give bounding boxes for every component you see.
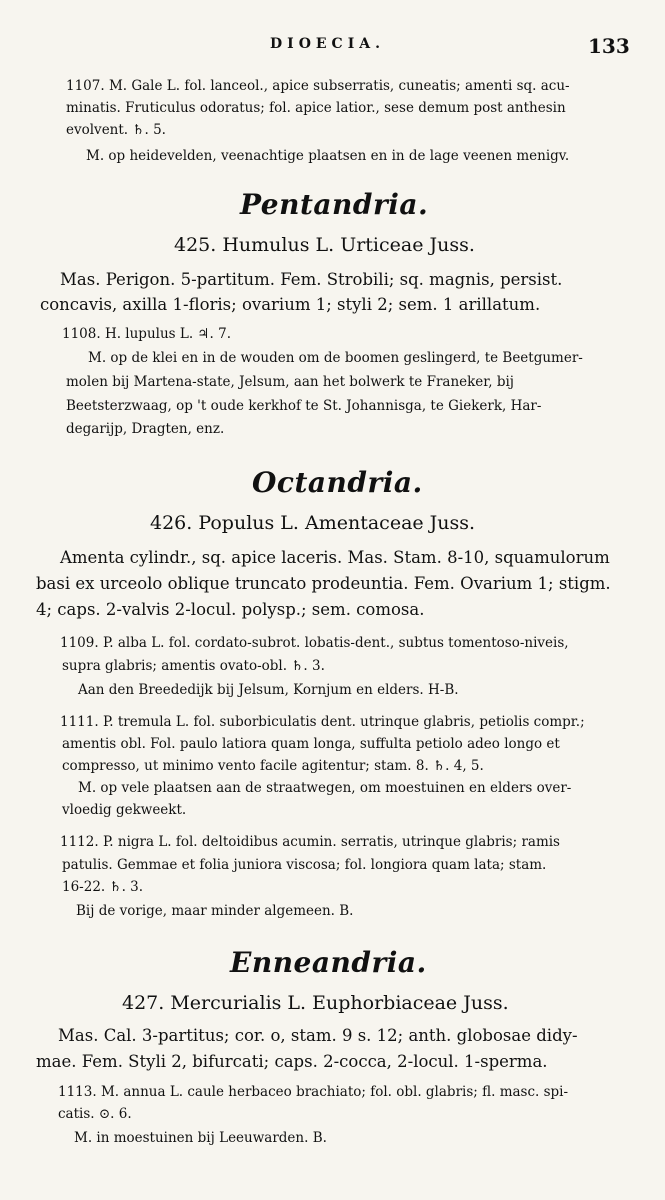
entry-1111-line-3: compresso, ut minimo vento facile agitentur; stam. 8. ♄. 4, 5. [62, 758, 484, 774]
genus-425-heading: 425. Humulus L. Urticeae Juss. [174, 234, 475, 256]
entry-1112-locality: Bij de vorige, maar minder algemeen. B. [76, 903, 354, 919]
entry-1111-line-2: amentis obl. Fol. paulo latiora quam longa, suffulta petiolo adeo longo et [62, 736, 560, 752]
genus-427-heading: 427. Mercurialis L. Euphorbiaceae Juss. [122, 992, 509, 1014]
entry-1112-line-3: 16-22. ♄. 3. [62, 879, 144, 895]
entry-1108-line-1: 1108. H. lupulus L. ♃. 7. [62, 326, 231, 342]
entry-1112-line-2: patulis. Gemmae et folia juniora viscosa; fol. longiora quam lata; stam. [62, 857, 547, 873]
entry-1107-line-3: evolvent. ♄. 5. [66, 122, 166, 138]
entry-1108-line-3: molen bij Martena-state, Jelsum, aan het bolwerk te Franeker, bij [66, 374, 514, 390]
entry-1108-line-2: M. op de klei en in de wouden om de boomen geslingerd, te Beetgumer- [88, 350, 583, 366]
entry-1109-line-2: supra glabris; amentis ovato-obl. ♄. 3. [62, 658, 325, 674]
genus-425-line-2: concavis, axilla 1-floris; ovarium 1; styli 2; sem. 1 arillatum. [40, 295, 541, 314]
entry-1107-line-1: 1107. M. Gale L. fol. lanceol., apice subserratis, cuneatis; amenti sq. acu- [66, 78, 570, 94]
genus-426-heading: 426. Populus L. Amentaceae Juss. [150, 512, 476, 534]
genus-426-line-2: basi ex urceolo oblique truncato prodeuntia. Fem. Ovarium 1; stigm. [36, 574, 611, 593]
entry-1111-locality-2: vloedig gekweekt. [62, 802, 187, 818]
entry-1113-locality: M. in moestuinen bij Leeuwarden. B. [74, 1130, 327, 1146]
genus-427-line-2: mae. Fem. Styli 2, bifurcati; caps. 2-cocca, 2-locul. 1-sperma. [36, 1052, 548, 1071]
entry-1108-line-5: degarijp, Dragten, enz. [66, 421, 225, 437]
entry-1111-locality-1: M. op vele plaatsen aan de straatwegen, om moestuinen en elders over- [78, 780, 572, 796]
section-heading-enneandria: Enneandria. [230, 946, 427, 979]
genus-426-line-1: Amenta cylindr., sq. apice laceris. Mas. Stam. 8-10, squamulorum [60, 548, 610, 567]
entry-1109-line-1: 1109. P. alba L. fol. cordato-subrot. lobatis-dent., subtus tomentoso-niveis, [60, 635, 569, 651]
genus-426-line-3: 4; caps. 2-valvis 2-locul. polysp.; sem. comosa. [36, 600, 425, 619]
entry-1113-line-1: 1113. M. annua L. caule herbaceo brachiato; fol. obl. glabris; fl. masc. spi- [58, 1084, 569, 1100]
entry-1108-line-4: Beetsterzwaag, op 't oude kerkhof te St. Johannisga, te Giekerk, Har- [66, 398, 542, 414]
section-heading-octandria: Octandria. [252, 466, 423, 499]
entry-1109-locality: Aan den Breededijk bij Jelsum, Kornjum en elders. H-B. [78, 682, 459, 698]
section-heading-pentandria: Pentandria. [240, 188, 429, 221]
running-head: DIOECIA. [270, 36, 385, 52]
entry-1111-line-1: 1111. P. tremula L. fol. suborbiculatis dent. utrinque glabris, petiolis compr.; [60, 714, 585, 730]
entry-1107-line-2: minatis. Fruticulus odoratus; fol. apice latior., sese demum post anthesin [66, 100, 566, 116]
entry-1107-locality: M. op heidevelden, veenachtige plaatsen en in de lage veenen menigv. [86, 148, 570, 164]
entry-1112-line-1: 1112. P. nigra L. fol. deltoidibus acumin. serratis, utrinque glabris; ramis [60, 834, 560, 850]
genus-427-line-1: Mas. Cal. 3-partitus; cor. o, stam. 9 s. 12; anth. globosae didy- [58, 1026, 578, 1045]
genus-425-line-1: Mas. Perigon. 5-partitum. Fem. Strobili; sq. magnis, persist. [60, 270, 563, 289]
entry-1113-line-2: catis. ⊙. 6. [58, 1106, 132, 1122]
page-number: 133 [588, 34, 630, 58]
